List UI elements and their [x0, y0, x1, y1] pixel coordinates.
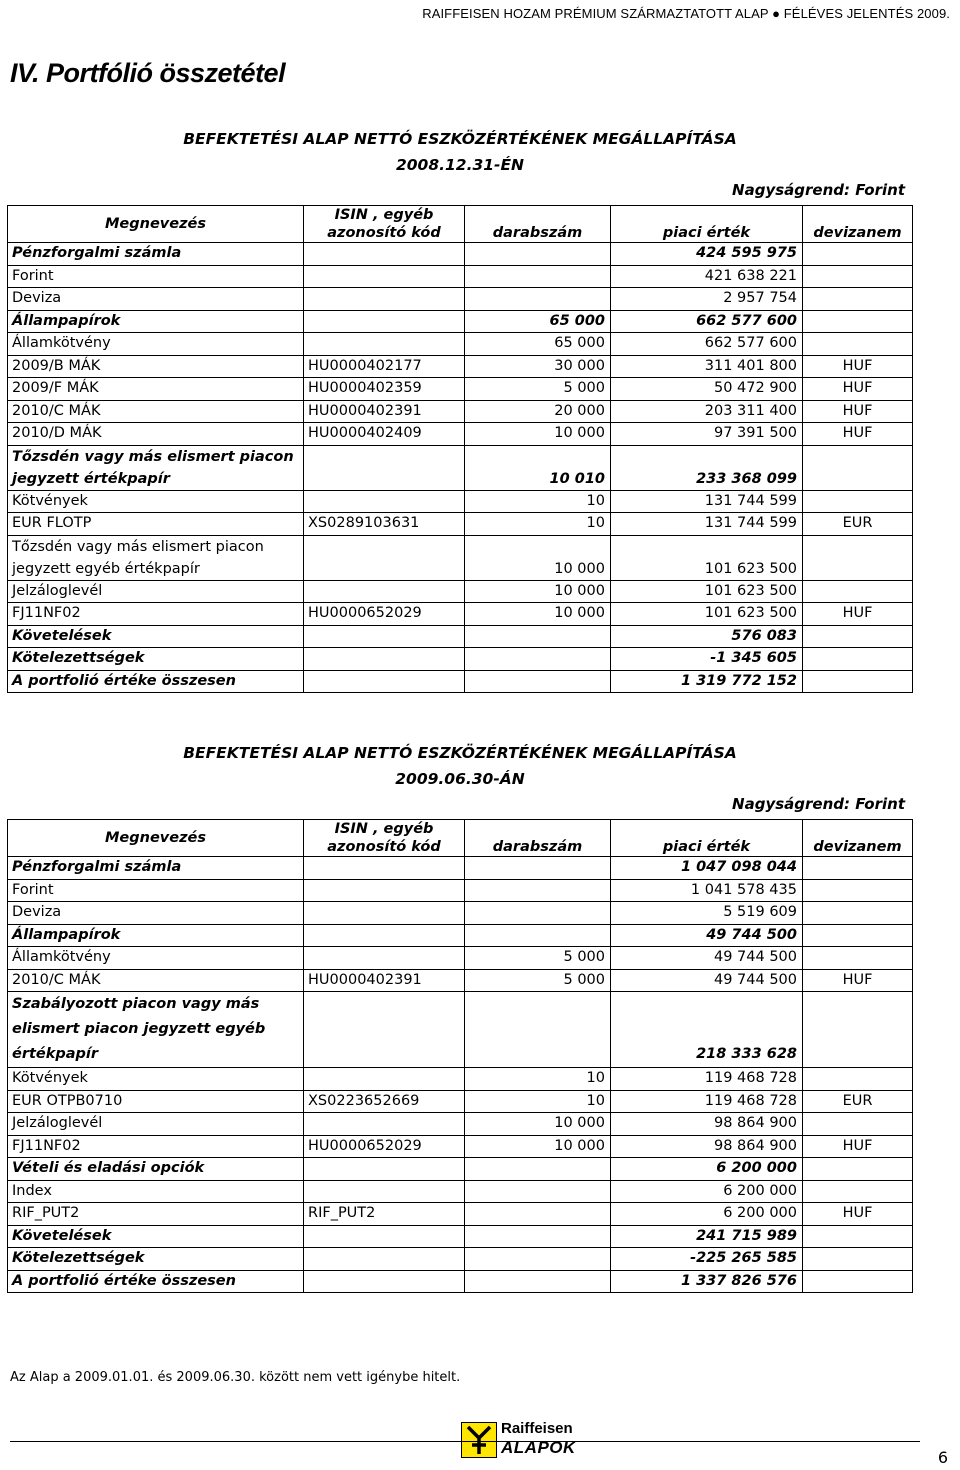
table1-body	[8, 243, 913, 693]
cell-name: Szabályozott piacon vagy más elismert piacon jegyzett egyéb értékpapír	[8, 992, 304, 1068]
cell-isin	[304, 902, 465, 925]
cell-value: 119 468 728	[611, 1090, 803, 1113]
cell-name: Követelések	[8, 1225, 304, 1248]
table-row	[8, 648, 913, 671]
cell-qty	[465, 1180, 611, 1203]
cell-currency: HUF	[803, 400, 913, 423]
cell-qty	[465, 902, 611, 925]
cell-isin	[304, 857, 465, 880]
table1-title-text: BEFEKTETÉSI ALAP NETTÓ ESZKÖZÉRTÉKÉNEK MEGÁLLAPÍTÁSA	[183, 130, 737, 148]
cell-isin	[304, 1180, 465, 1203]
table-row	[8, 1090, 913, 1113]
cell-qty: 10 010	[465, 445, 611, 490]
col-header-currency: devizanem	[803, 206, 913, 243]
table-row	[8, 947, 913, 970]
col-header-isin-l2: azonosító kód	[327, 839, 441, 855]
col-header-value: piaci érték	[611, 820, 803, 857]
table-row	[8, 902, 913, 925]
cell-isin: HU0000652029	[304, 603, 465, 626]
cell-value: 218 333 628	[611, 992, 803, 1068]
table-row	[8, 1135, 913, 1158]
cell-isin: HU0000652029	[304, 1135, 465, 1158]
cell-currency: HUF	[803, 969, 913, 992]
cell-qty: 10 000	[465, 423, 611, 446]
cell-currency	[803, 535, 913, 580]
cell-name: Állampapírok	[8, 310, 304, 333]
cell-qty	[465, 265, 611, 288]
cell-isin: HU0000402409	[304, 423, 465, 446]
col-header-value: piaci érték	[611, 206, 803, 243]
cell-value: 97 391 500	[611, 423, 803, 446]
cell-value: 1 319 772 152	[611, 670, 803, 693]
cell-value: 98 864 900	[611, 1113, 803, 1136]
table2-title-text: BEFEKTETÉSI ALAP NETTÓ ESZKÖZÉRTÉKÉNEK MEGÁLLAPÍTÁSA	[183, 744, 737, 762]
cell-currency	[803, 265, 913, 288]
table-row	[8, 1248, 913, 1271]
cell-name: Index	[8, 1180, 304, 1203]
cell-currency: EUR	[803, 513, 913, 536]
col-header-isin	[304, 820, 465, 857]
cell-name: A portfolió értéke összesen	[8, 670, 304, 693]
cell-value: 6 200 000	[611, 1203, 803, 1226]
cell-qty: 10 000	[465, 1113, 611, 1136]
cell-isin	[304, 490, 465, 513]
table1-date: 2008.12.31-ÉN	[395, 156, 525, 174]
cell-isin	[304, 1158, 465, 1181]
cell-name: EUR OTPB0710	[8, 1090, 304, 1113]
table-row	[8, 490, 913, 513]
table-row	[8, 1158, 913, 1181]
cell-qty	[465, 924, 611, 947]
cell-qty: 20 000	[465, 400, 611, 423]
cell-currency	[803, 1248, 913, 1271]
cell-qty: 5 000	[465, 947, 611, 970]
cell-qty: 5 000	[465, 378, 611, 401]
table-row	[8, 1270, 913, 1293]
cell-name: Követelések	[8, 625, 304, 648]
cell-isin	[304, 1270, 465, 1293]
cell-currency	[803, 1158, 913, 1181]
cell-isin	[304, 1113, 465, 1136]
table-row	[8, 603, 913, 626]
cell-isin: XS0289103631	[304, 513, 465, 536]
cell-value: 203 311 400	[611, 400, 803, 423]
cell-value: 49 744 500	[611, 947, 803, 970]
cell-qty: 5 000	[465, 969, 611, 992]
cell-isin	[304, 670, 465, 693]
table-row	[8, 992, 913, 1068]
table-row	[8, 288, 913, 311]
cell-currency: HUF	[803, 378, 913, 401]
cell-currency	[803, 625, 913, 648]
cell-isin: HU0000402177	[304, 355, 465, 378]
cell-value: 421 638 221	[611, 265, 803, 288]
table-row	[8, 400, 913, 423]
table1-title	[0, 130, 920, 174]
col-header-isin	[304, 206, 465, 243]
cell-isin	[304, 1248, 465, 1271]
cell-currency	[803, 333, 913, 356]
cell-name: Tőzsdén vagy más elismert piacon jegyzett értékpapír	[8, 445, 304, 490]
table-row	[8, 924, 913, 947]
cell-value: 1 047 098 044	[611, 857, 803, 880]
footnote: Az Alap a 2009.01.01. és 2009.06.30. között nem vett igénybe hitelt.	[10, 1370, 461, 1385]
cell-value: 576 083	[611, 625, 803, 648]
cell-currency: HUF	[803, 603, 913, 626]
cell-name: 2009/B MÁK	[8, 355, 304, 378]
raiffeisen-gable-cross-icon	[461, 1422, 497, 1458]
footer-rule	[10, 1441, 920, 1442]
table-row	[8, 423, 913, 446]
section-title: IV. Portfólió összetétel	[10, 58, 286, 88]
cell-qty	[465, 648, 611, 671]
cell-value: 50 472 900	[611, 378, 803, 401]
cell-currency	[803, 879, 913, 902]
cell-name: EUR FLOTP	[8, 513, 304, 536]
table-row	[8, 333, 913, 356]
cell-currency: HUF	[803, 1203, 913, 1226]
col-header-qty: darabszám	[465, 820, 611, 857]
cell-isin	[304, 288, 465, 311]
col-header-isin-l1: ISIN , egyéb	[334, 207, 434, 223]
cell-name: Jelzáloglevél	[8, 580, 304, 603]
cell-name: Államkötvény	[8, 333, 304, 356]
cell-qty: 10	[465, 1090, 611, 1113]
cell-isin: XS0223652669	[304, 1090, 465, 1113]
cell-qty	[465, 857, 611, 880]
cell-value: 131 744 599	[611, 513, 803, 536]
table-row	[8, 580, 913, 603]
cell-name: FJ11NF02	[8, 1135, 304, 1158]
cell-qty: 30 000	[465, 355, 611, 378]
cell-currency: HUF	[803, 423, 913, 446]
cell-currency	[803, 243, 913, 266]
table-row	[8, 445, 913, 490]
cell-name: Vételi és eladási opciók	[8, 1158, 304, 1181]
cell-name: Kötelezettségek	[8, 648, 304, 671]
cell-qty: 10 000	[465, 580, 611, 603]
cell-qty	[465, 1203, 611, 1226]
running-header: RAIFFEISEN HOZAM PRÉMIUM SZÁRMAZTATOTT ALAP ● FÉLÉVES JELENTÉS 2009.	[422, 6, 950, 21]
cell-isin	[304, 535, 465, 580]
cell-name: FJ11NF02	[8, 603, 304, 626]
cell-qty: 65 000	[465, 310, 611, 333]
cell-value: 2 957 754	[611, 288, 803, 311]
table2-date: 2009.06.30-ÁN	[395, 770, 525, 788]
cell-currency: HUF	[803, 355, 913, 378]
cell-name: Kötvények	[8, 1068, 304, 1091]
cell-isin	[304, 648, 465, 671]
cell-value: 101 623 500	[611, 535, 803, 580]
table-row	[8, 378, 913, 401]
cell-qty	[465, 879, 611, 902]
cell-isin: HU0000402391	[304, 400, 465, 423]
cell-qty	[465, 243, 611, 266]
cell-qty	[465, 1158, 611, 1181]
cell-name: Állampapírok	[8, 924, 304, 947]
cell-isin: HU0000402359	[304, 378, 465, 401]
table-row	[8, 1225, 913, 1248]
cell-currency	[803, 648, 913, 671]
cell-currency	[803, 445, 913, 490]
table-row	[8, 1068, 913, 1091]
cell-name: Deviza	[8, 288, 304, 311]
table-row	[8, 355, 913, 378]
cell-name: Kötvények	[8, 490, 304, 513]
cell-value: 98 864 900	[611, 1135, 803, 1158]
cell-currency	[803, 1270, 913, 1293]
cell-value: 424 595 975	[611, 243, 803, 266]
cell-isin: RIF_PUT2	[304, 1203, 465, 1226]
cell-value: 6 200 000	[611, 1180, 803, 1203]
cell-qty: 10 000	[465, 535, 611, 580]
col-header-currency: devizanem	[803, 820, 913, 857]
cell-value: -225 265 585	[611, 1248, 803, 1271]
table-row	[8, 265, 913, 288]
cell-value: 49 744 500	[611, 969, 803, 992]
cell-currency	[803, 310, 913, 333]
cell-qty: 10 000	[465, 1135, 611, 1158]
cell-currency: HUF	[803, 1135, 913, 1158]
col-header-name: Megnevezés	[8, 206, 304, 243]
cell-qty	[465, 1248, 611, 1271]
cell-qty: 10 000	[465, 603, 611, 626]
portfolio-table-2009	[7, 819, 913, 1293]
cell-isin	[304, 992, 465, 1068]
cell-name: Deviza	[8, 902, 304, 925]
cell-name: Államkötvény	[8, 947, 304, 970]
cell-qty: 10	[465, 513, 611, 536]
table2-title	[0, 744, 920, 788]
cell-qty	[465, 670, 611, 693]
cell-isin	[304, 947, 465, 970]
cell-currency	[803, 992, 913, 1068]
cell-currency	[803, 1068, 913, 1091]
cell-currency	[803, 1113, 913, 1136]
cell-value: 233 368 099	[611, 445, 803, 490]
cell-currency	[803, 902, 913, 925]
col-header-isin-l1: ISIN , egyéb	[334, 821, 434, 837]
cell-value: 131 744 599	[611, 490, 803, 513]
cell-name: Jelzáloglevél	[8, 1113, 304, 1136]
cell-isin	[304, 265, 465, 288]
cell-name: Forint	[8, 879, 304, 902]
table2-body	[8, 857, 913, 1293]
cell-value: 662 577 600	[611, 333, 803, 356]
table-row	[8, 513, 913, 536]
cell-value: -1 345 605	[611, 648, 803, 671]
table1-unit: Nagyságrend: Forint	[732, 181, 905, 199]
cell-isin	[304, 445, 465, 490]
table-row	[8, 857, 913, 880]
col-header-qty: darabszám	[465, 206, 611, 243]
cell-name: 2010/D MÁK	[8, 423, 304, 446]
cell-qty	[465, 288, 611, 311]
cell-name: Forint	[8, 265, 304, 288]
cell-value: 311 401 800	[611, 355, 803, 378]
cell-name: 2010/C MÁK	[8, 969, 304, 992]
cell-isin	[304, 625, 465, 648]
cell-currency	[803, 490, 913, 513]
cell-isin	[304, 333, 465, 356]
cell-isin	[304, 580, 465, 603]
table2-unit: Nagyságrend: Forint	[732, 795, 905, 813]
table-row	[8, 1113, 913, 1136]
cell-isin: HU0000402391	[304, 969, 465, 992]
table-row	[8, 879, 913, 902]
cell-qty	[465, 992, 611, 1068]
page-number: 6	[937, 1448, 948, 1467]
cell-name: Tőzsdén vagy más elismert piacon jegyzett egyéb értékpapír	[8, 535, 304, 580]
table-row	[8, 535, 913, 580]
col-header-isin-l2: azonosító kód	[327, 225, 441, 241]
cell-value: 1 041 578 435	[611, 879, 803, 902]
cell-name: Pénzforgalmi számla	[8, 857, 304, 880]
cell-qty: 10	[465, 490, 611, 513]
cell-value: 241 715 989	[611, 1225, 803, 1248]
cell-isin	[304, 1068, 465, 1091]
cell-name: 2010/C MÁK	[8, 400, 304, 423]
cell-value: 101 623 500	[611, 603, 803, 626]
cell-currency	[803, 924, 913, 947]
cell-qty	[465, 625, 611, 648]
cell-value: 662 577 600	[611, 310, 803, 333]
cell-isin	[304, 243, 465, 266]
cell-currency	[803, 288, 913, 311]
table-row	[8, 1203, 913, 1226]
cell-qty: 10	[465, 1068, 611, 1091]
cell-isin	[304, 310, 465, 333]
logo-text-line1: Raiffeisen	[501, 1420, 573, 1437]
cell-currency: EUR	[803, 1090, 913, 1113]
cell-isin	[304, 879, 465, 902]
cell-value: 49 744 500	[611, 924, 803, 947]
cell-currency	[803, 857, 913, 880]
cell-value: 101 623 500	[611, 580, 803, 603]
logo-text-line2: ALAPOK	[501, 1438, 576, 1457]
portfolio-table-2008	[7, 205, 913, 693]
cell-value: 119 468 728	[611, 1068, 803, 1091]
cell-qty	[465, 1270, 611, 1293]
raiffeisen-logo	[461, 1420, 576, 1460]
table-row	[8, 310, 913, 333]
cell-value: 5 519 609	[611, 902, 803, 925]
cell-name: A portfolió értéke összesen	[8, 1270, 304, 1293]
cell-name: Pénzforgalmi számla	[8, 243, 304, 266]
cell-name: Kötelezettségek	[8, 1248, 304, 1271]
cell-currency	[803, 580, 913, 603]
table-row	[8, 243, 913, 266]
cell-currency	[803, 1225, 913, 1248]
col-header-name: Megnevezés	[8, 820, 304, 857]
cell-name: 2009/F MÁK	[8, 378, 304, 401]
cell-currency	[803, 670, 913, 693]
cell-currency	[803, 947, 913, 970]
cell-qty	[465, 1225, 611, 1248]
table-row	[8, 670, 913, 693]
cell-isin	[304, 924, 465, 947]
cell-value: 6 200 000	[611, 1158, 803, 1181]
table-row	[8, 969, 913, 992]
table-row	[8, 625, 913, 648]
cell-name: RIF_PUT2	[8, 1203, 304, 1226]
cell-value: 1 337 826 576	[611, 1270, 803, 1293]
cell-currency	[803, 1180, 913, 1203]
cell-qty: 65 000	[465, 333, 611, 356]
table-row	[8, 1180, 913, 1203]
cell-isin	[304, 1225, 465, 1248]
